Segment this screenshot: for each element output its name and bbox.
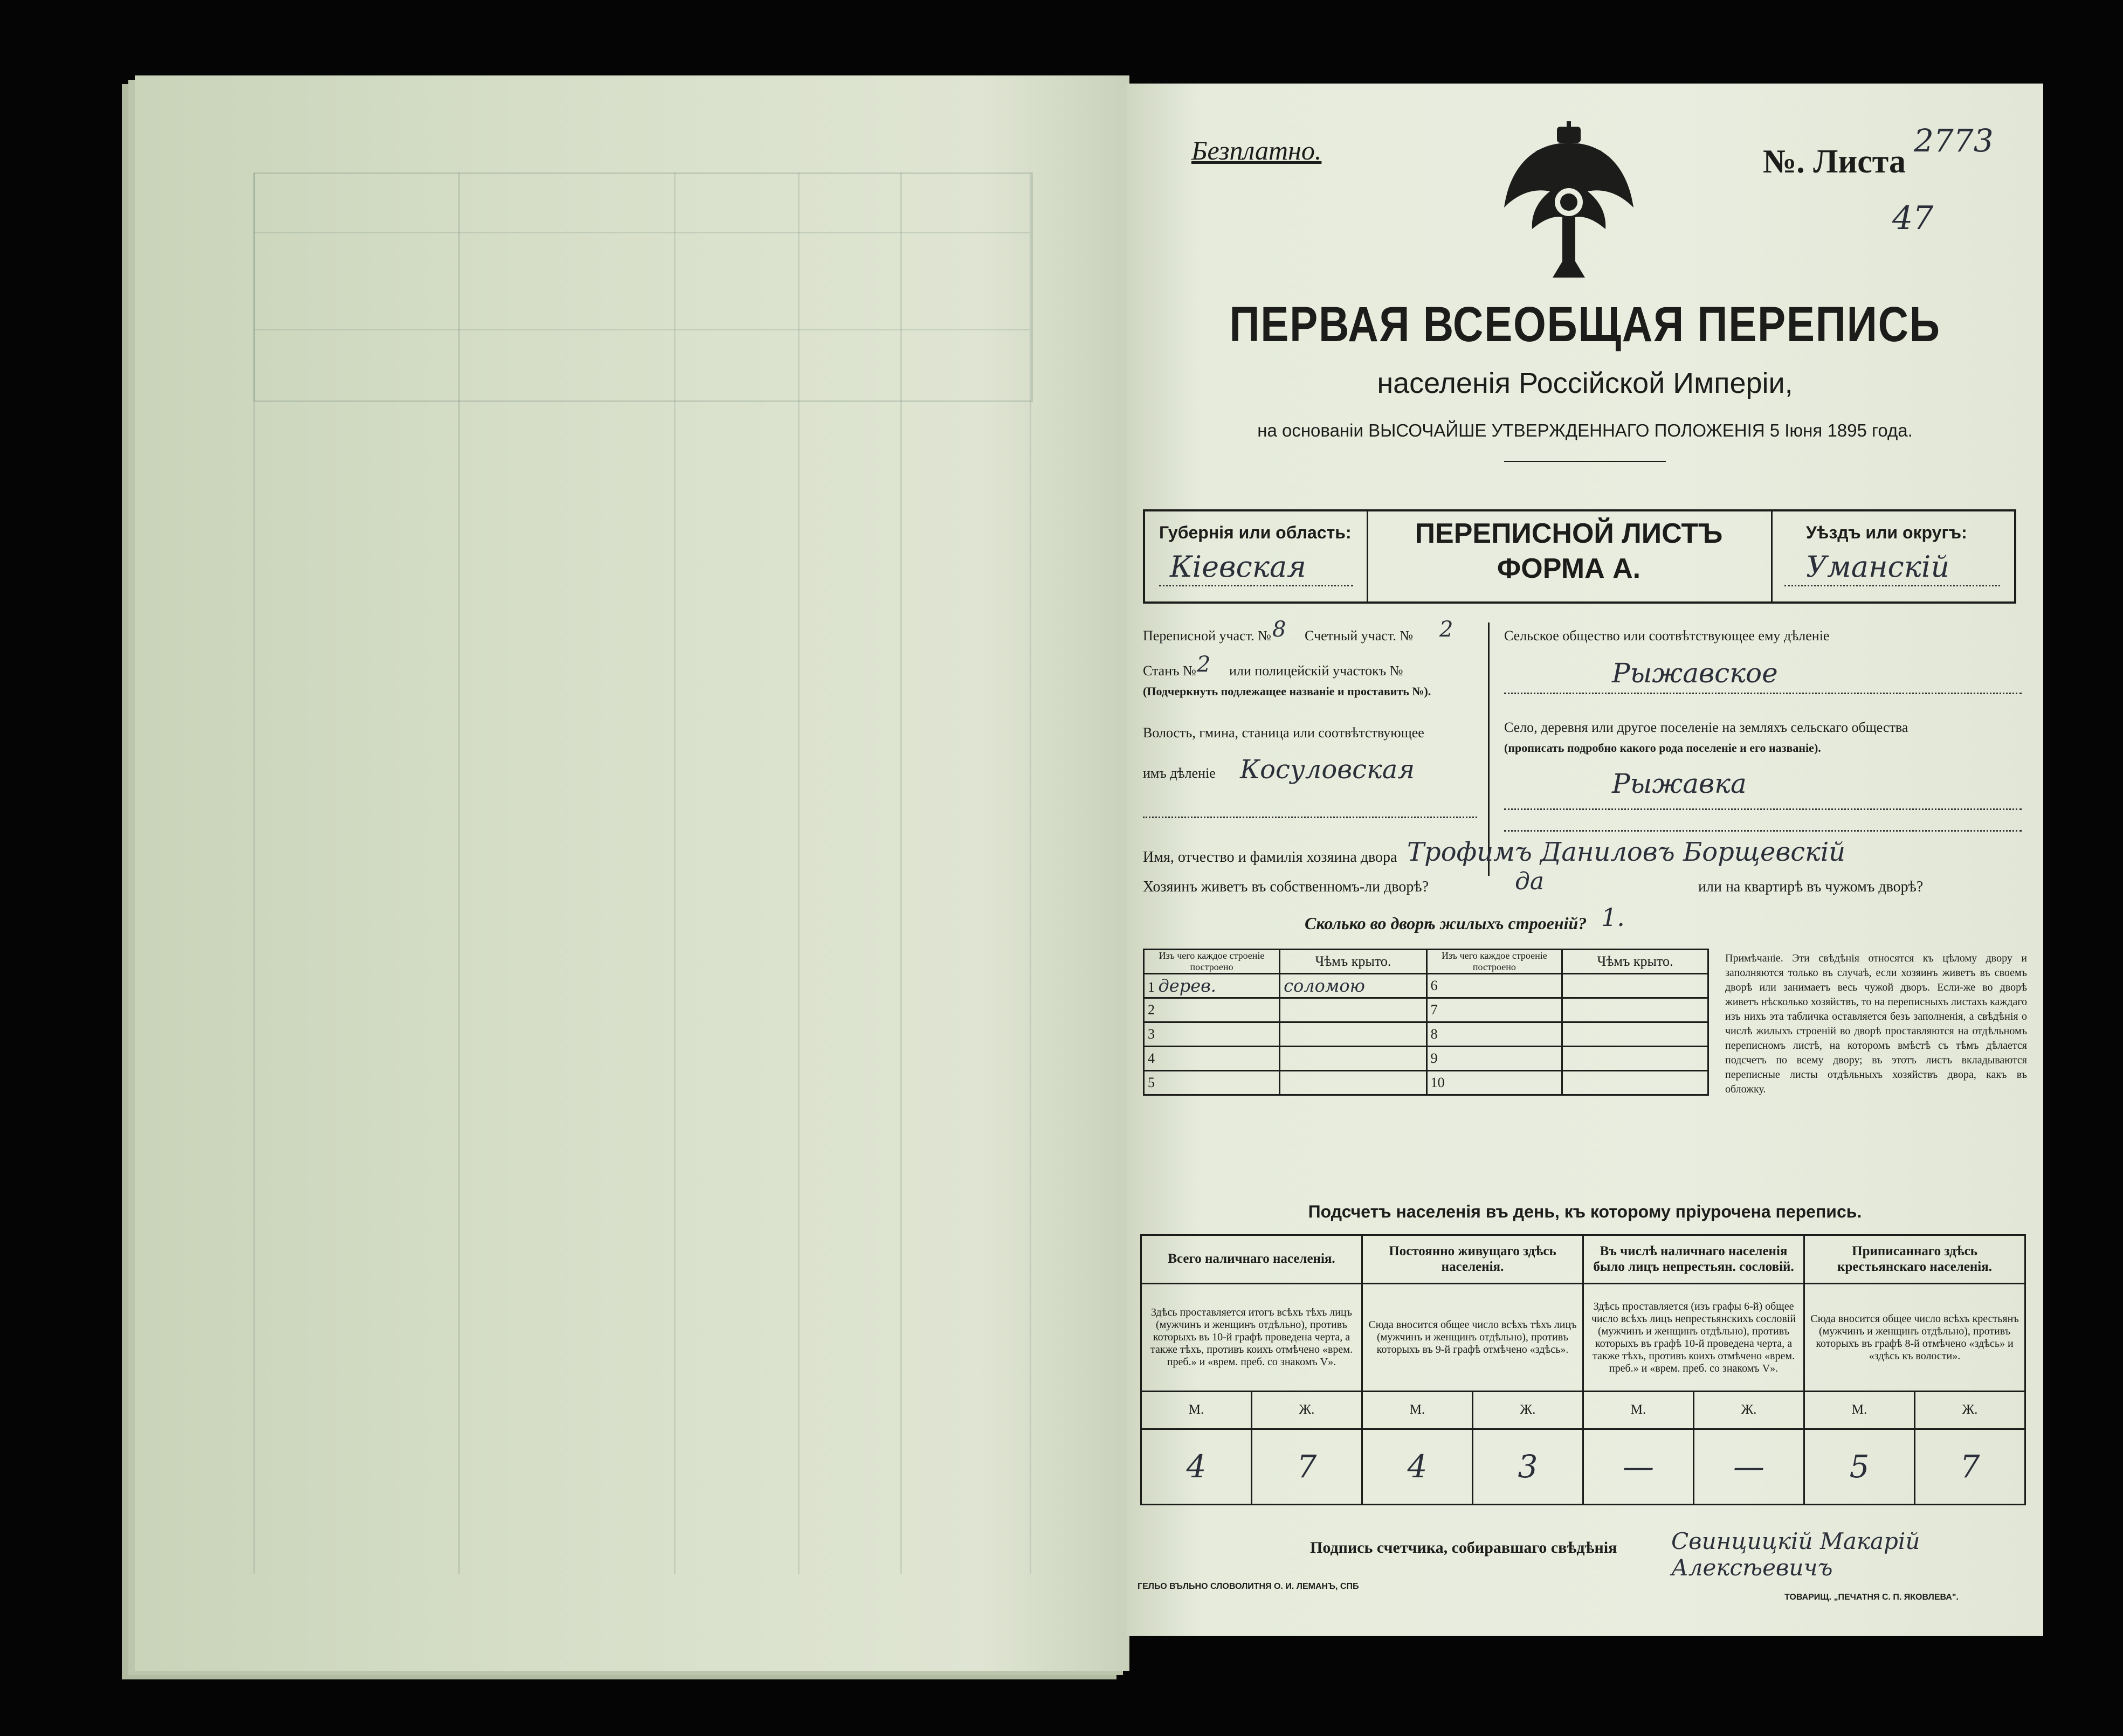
village-label: Село, деревня или другое поселеніе на земляхъ сельскаго общества: [1504, 720, 1908, 735]
male-label: М.: [1804, 1392, 1915, 1429]
pop-total-male: 4: [1141, 1429, 1252, 1505]
region-divider: [1367, 509, 1368, 604]
guberniya-line: [1159, 585, 1353, 586]
pop-col-desc: Здѣсь проставляется итогъ всѣхъ тѣхъ лицъ (мужчинъ и женщинъ отдѣльно), противъ которыхъ въ 10-й графѣ проведена черта, а также тѣхъ, противъ коихъ отмѣчено «врем. преб.» и «врем. преб. со знакомъ V».: [1141, 1284, 1362, 1392]
pop-col-desc: Сюда вносится общее число всѣхъ тѣхъ лицъ (мужчинъ и женщинъ отдѣльно), противъ которыхъ въ 9-й графѣ отмѣчено «здѣсь».: [1362, 1284, 1583, 1392]
ornament-divider: [1504, 461, 1666, 462]
row-number: 7: [1426, 998, 1562, 1022]
pop-registered-male: 5: [1804, 1429, 1915, 1505]
pop-col-title: Въ числѣ наличнаго населенія было лицъ непрестьян. сословій.: [1583, 1235, 1804, 1284]
pop-permanent-female: 3: [1473, 1429, 1583, 1505]
buildings-col-roof: Чѣмъ крыто.: [1280, 950, 1427, 974]
population-table: [1140, 1234, 2026, 1505]
buildings-note: Примѣчаніе. Эти свѣдѣнія относятся къ цѣлому двору и заполняются только въ случаѣ, если хозяинъ живетъ въ своемъ дворѣ или занимаетъ весь чужой дворъ. Если-же во дворѣ живетъ нѣсколько хозяйствъ, то на переписныхъ листахъ каждаго изъ нихъ эта табличка оставляется безъ заполненія, а свѣдѣнія о числѣ жилыхъ строеній во дворѣ проставляются на отдѣльномъ переписномъ листѣ, на которомъ вмѣстѣ съ тѣмъ дѣлается подсчетъ по всему двору; въ этотъ листъ вкладываются переписные листы отдѣльныхъ хозяйствъ двора, какъ въ обложку.: [1725, 952, 2027, 1095]
row-number: 1: [1148, 979, 1155, 995]
volost-line: [1143, 817, 1477, 818]
row1-roof: соломою: [1280, 974, 1427, 998]
region-divider: [1771, 509, 1773, 604]
signature-label: Подпись счетчика, собиравшаго свѣдѣнія: [1310, 1539, 1617, 1557]
sheet-number-handwritten: 2773: [1914, 122, 1994, 159]
row1-material: дерев.: [1158, 976, 1216, 996]
male-label: М.: [1141, 1392, 1252, 1429]
volost-value: Косуловская: [1240, 755, 1415, 785]
printer-right: ТОВАРИЩ. „ПЕЧАТНЯ С. П. ЯКОВЛЕВА".: [1784, 1593, 1959, 1602]
owner-residence-label: Хозяинъ живетъ въ собственномъ-ли дворѣ?: [1143, 879, 1429, 895]
show-through-table: [253, 172, 1033, 402]
buildings-col-material: Изъ чего каждое строеніе построено: [1144, 950, 1280, 974]
table-cell: [1562, 1071, 1708, 1095]
guberniya-label: Губернія или область:: [1159, 523, 1352, 542]
female-label: Ж.: [1915, 1392, 2025, 1429]
table-cell: [1562, 1022, 1708, 1047]
pop-permanent-male: 4: [1362, 1429, 1473, 1505]
owner-rent-label: или на квартирѣ въ чужомъ дворѣ?: [1698, 879, 1924, 895]
row-number: 10: [1426, 1071, 1562, 1095]
row-number: 6: [1426, 974, 1562, 998]
uezd-label: Уѣздъ или округъ:: [1806, 523, 1967, 542]
row-number: 4: [1144, 1047, 1280, 1071]
table-cell: [1562, 974, 1708, 998]
counting-district-value: 2: [1439, 617, 1453, 642]
volost-label-2: имъ дѣленіе: [1143, 765, 1216, 781]
table-row: [1144, 974, 1280, 998]
table-cell: [1562, 1047, 1708, 1071]
female-label: Ж.: [1694, 1392, 1804, 1429]
census-basis: на основаніи ВЫСОЧАЙШЕ УТВЕРЖДЕННАГО ПОЛОЖЕНІЯ 5 Іюня 1895 года.: [1257, 420, 1913, 440]
table-cell: [1280, 1022, 1427, 1047]
pop-registered-female: 7: [1915, 1429, 2025, 1505]
pop-col-title: Постоянно живущаго здѣсь населенія.: [1362, 1235, 1583, 1284]
volost-label: Волость, гмина, станица или соотвѣтствующее: [1143, 725, 1424, 741]
show-through-line: [798, 172, 799, 1574]
show-through-line: [253, 329, 1030, 330]
form-subtitle: ФОРМА А.: [1497, 553, 1641, 584]
male-label: М.: [1362, 1392, 1473, 1429]
buildings-col-roof-2: Чѣмъ крыто.: [1562, 950, 1708, 974]
census-district-label: Переписной участ. №: [1143, 628, 1271, 644]
pop-col-desc: Сюда вносится общее число всѣхъ крестьянъ (мужчинъ и женщинъ отдѣльно), противъ которыхъ въ графѣ 8-й отмѣчено «здѣсь» и «здѣсь къ волости».: [1804, 1284, 2025, 1392]
population-heading: Подсчетъ населенія въ день, къ которому пріурочена перепись.: [1308, 1202, 1862, 1221]
row-number: 3: [1144, 1022, 1280, 1047]
pop-nonpeasant-male: —: [1583, 1429, 1694, 1505]
buildings-table: [1143, 949, 1709, 1096]
pop-col-desc: Здѣсь проставляется (изъ графы 6-й) общее число всѣхъ лицъ непрестьянскихъ сословій (мужчинъ и женщинъ отдѣльно), противъ которыхъ въ графѣ 10-й проведена черта, а также тѣхъ, противъ коихъ отмѣчено «врем. преб.» и «врем. преб. со знакомъ V».: [1583, 1284, 1804, 1392]
pop-nonpeasant-female: —: [1694, 1429, 1804, 1505]
census-subtitle: населенія Россійской Имперіи,: [1377, 367, 1793, 399]
row-number: 9: [1426, 1047, 1562, 1071]
free-label: Безплатно.: [1191, 135, 1322, 165]
police-district-label: или полицейскій участокъ №: [1229, 663, 1403, 679]
row-number: 2: [1144, 998, 1280, 1022]
uezd-line: [1784, 585, 2000, 586]
pop-total-female: 7: [1252, 1429, 1362, 1505]
buildings-count-label: Сколько во дворѣ жилыхъ строеній?: [1305, 914, 1587, 933]
printer-left: ГЕЛЬО ВЪЛЬНО СЛОВОЛИТНЯ О. И. ЛЕМАНЪ, СПБ: [1138, 1582, 1359, 1591]
owner-residence-value: да: [1515, 868, 1545, 895]
underline-note: (Подчеркнуть подлежащее названіе и проставить №).: [1143, 684, 1431, 698]
stan-label: Станъ №: [1143, 663, 1196, 679]
sheet-number-corner: 47: [1892, 199, 1934, 237]
signature-value: Свинцицкій Макарій Алексѣевичъ: [1671, 1528, 1920, 1581]
show-through-line: [253, 172, 255, 1574]
buildings-col-material-2: Изъ чего каждое строеніе построено: [1426, 950, 1562, 974]
show-through-line: [458, 172, 460, 1574]
show-through-line: [900, 172, 902, 1574]
row-number: 5: [1144, 1071, 1280, 1095]
village-value: Рыжавка: [1612, 768, 1747, 799]
census-form-page: [1127, 84, 2043, 1636]
show-through-line: [674, 172, 676, 1574]
uezd-value: Уманскій: [1806, 550, 1950, 584]
show-through-line: [253, 232, 1030, 233]
village-line-2: [1504, 830, 2022, 832]
counting-district-label: Счетный участ. №: [1305, 628, 1414, 644]
pop-col-title: Приписаннаго здѣсь крестьянскаго населенія.: [1804, 1235, 2025, 1284]
female-label: Ж.: [1473, 1392, 1583, 1429]
owner-name-value: Трофимъ Даниловъ Борщевскій: [1407, 837, 1846, 867]
society-label: Сельское общество или соотвѣтствующее ему дѣленіе: [1504, 628, 1830, 644]
table-cell: [1280, 1071, 1427, 1095]
census-district-value: 8: [1272, 617, 1286, 642]
village-line: [1504, 808, 2022, 810]
show-through-line: [1030, 172, 1031, 1574]
row-number: 8: [1426, 1022, 1562, 1047]
female-label: Ж.: [1252, 1392, 1362, 1429]
census-title: ПЕРВАЯ ВСЕОБЩАЯ ПЕРЕПИСЬ: [1229, 297, 1941, 352]
sheet-number-label: №. Листа: [1763, 143, 1906, 180]
male-label: М.: [1583, 1392, 1694, 1429]
village-note: (прописать подробно какого рода поселеніе и его названіе).: [1504, 741, 1821, 755]
table-cell: [1280, 1047, 1427, 1071]
double-headed-eagle-icon: [1499, 121, 1639, 283]
table-cell: [1280, 998, 1427, 1022]
table-cell: [1562, 998, 1708, 1022]
pop-col-title: Всего наличнаго населенія.: [1141, 1235, 1362, 1284]
society-line: [1504, 693, 2022, 694]
society-value: Рыжавское: [1612, 658, 1778, 689]
owner-name-label: Имя, отчество и фамилія хозяина двора: [1143, 849, 1397, 866]
guberniya-value: Кіевская: [1170, 550, 1306, 584]
left-page: [135, 75, 1129, 1671]
buildings-count-value: 1.: [1601, 903, 1625, 932]
form-title: ПЕРЕПИСНОЙ ЛИСТЪ: [1415, 518, 1723, 549]
stan-value: 2: [1197, 652, 1211, 677]
